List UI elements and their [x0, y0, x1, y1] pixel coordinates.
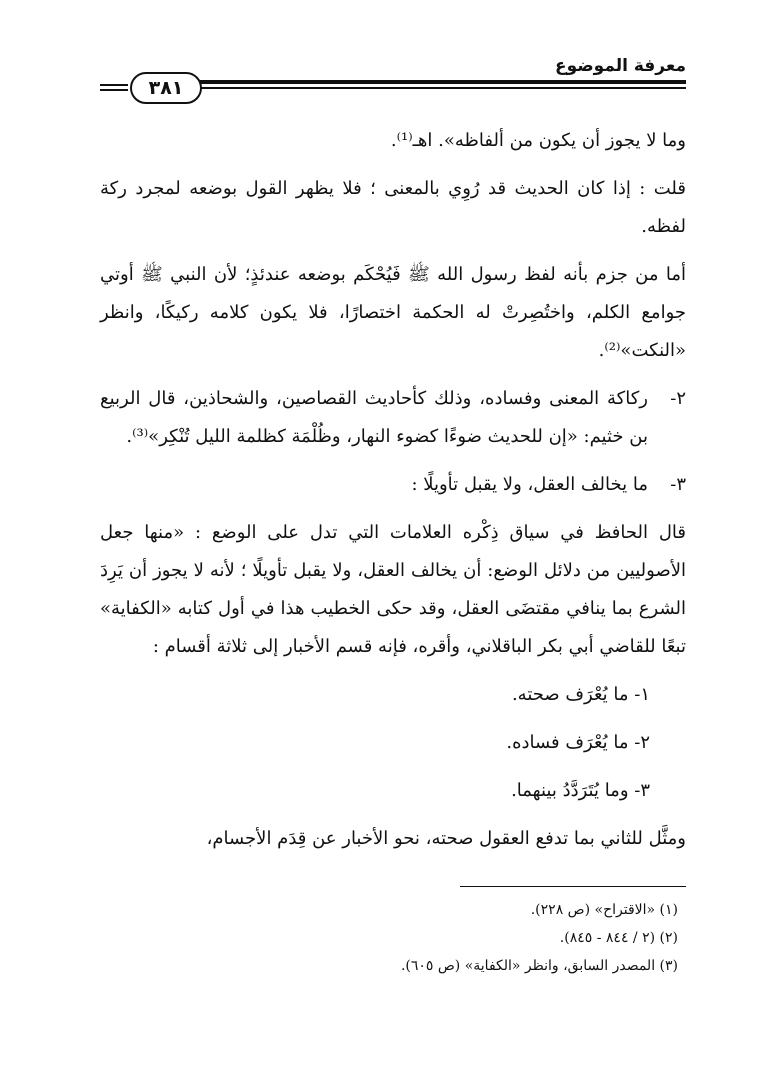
- page-number: ٣٨١: [130, 72, 202, 104]
- footnote-divider: [460, 886, 686, 887]
- paragraph: أما من جزم بأنه لفظ رسول الله ﷺ فَيُحْكَم بوضعه عندئذٍ؛ لأن النبي ﷺ أوتي جوامع الكلم، واختُصِرتْ له الحكمة اختصارًا، فلا يكون كلامه ركيكًا، وانظر «النكت»⁽²⁾.: [100, 264, 686, 361]
- paragraph: قال الحافظ في سياق ذِكْره العلامات التي تدل على الوضع : «منها جعل الأصوليين من دلائل الوضع: أن يخالف العقل، ولا يقبل تأويلًا ؛ لأنه لا يجوز أن يَرِدَ الشرع بما ينافي مقتضَى العقل، وقد حكى الخطيب هذا في أول كتابه «الكفاية» تبعًا للقاضي أبي بكر الباقلاني، وأقره، فإنه قسم الأخبار إلى ثلاثة أقسام :: [100, 522, 686, 657]
- numbered-item: [100, 380, 686, 456]
- paragraph: ومثَّل للثاني بما تدفع العقول صحته، نحو الأخبار عن قِدَم الأجسام،: [206, 828, 686, 849]
- footnote: (١) «الاقتراح» (ص ٢٢٨).: [530, 902, 678, 918]
- footnotes: [100, 896, 686, 980]
- list-item: ٢- ما يُعْرَف فساده.: [506, 732, 650, 753]
- item-text: ركاكة المعنى وفساده، وذلك كأحاديث القصاصين، والشحاذين، قال الربيع بن خثيم: «إن للحديث ضوءًا كضوء النهار، وظُلْمَة كظلمة الليل تُنْكِر»⁽³⁾.: [100, 388, 648, 447]
- list-item: ١- ما يُعْرَف صحته.: [511, 684, 650, 705]
- footnote: (٣) المصدر السابق، وانظر «الكفاية» (ص ٦٠٥).: [400, 958, 678, 974]
- numbered-item: [100, 466, 686, 504]
- header-rule-left: [100, 84, 128, 94]
- footnote: (٢) (٢ / ٨٤٤ - ٨٤٥).: [559, 930, 678, 946]
- paragraph: قلت : إذا كان الحديث قد رُوِي بالمعنى ؛ فلا يظهر القول بوضعه لمجرد ركة لفظه.: [100, 178, 686, 237]
- item-number: ٣-: [670, 474, 686, 495]
- header-rule: [200, 80, 686, 89]
- list-item: ٣- وما يُتَرَدَّدُ بينهما.: [511, 780, 650, 801]
- paragraph: وما لا يجوز أن يكون من ألفاظه». اهـ⁽¹⁾.: [390, 130, 686, 151]
- main-text: [100, 122, 686, 868]
- page-header: [100, 54, 686, 110]
- item-number: ٢-: [670, 388, 686, 409]
- item-text: ما يخالف العقل، ولا يقبل تأويلًا :: [411, 474, 648, 495]
- running-title: معرفة الموضوع: [554, 56, 686, 76]
